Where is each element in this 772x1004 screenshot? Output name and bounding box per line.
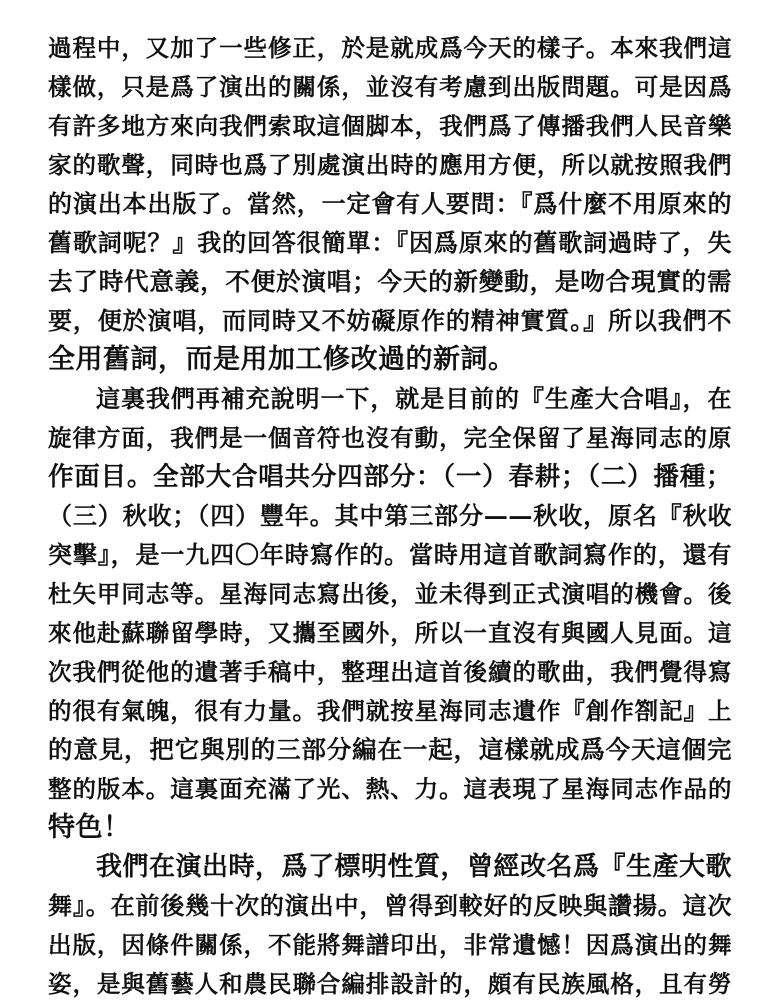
text-line: 樣做，只是爲了演出的關係，並沒有考慮到出版問題。可是因爲 [48, 73, 732, 101]
text-line: 作面目。全部大合唱共分四部分：（一）春耕；（二）播種； [48, 462, 732, 492]
text-line: 姿，是與舊藝人和農民聯合編排設計的，頗有民族風格，且有勞 [48, 970, 732, 998]
text-line: 過程中，又加了一些修正，於是就成爲今天的樣子。本來我們這 [48, 34, 732, 62]
text-line: 全用舊詞，而是用加工修改過的新詞。 [48, 344, 516, 375]
text-line: 有許多地方來向我們索取這個脚本，我們爲了傳播我們人民音樂 [48, 112, 732, 140]
text-line: 的很有氣魄，很有力量。我們就按星海同志遺作『創作劄記』上 [48, 697, 732, 725]
text-line: 來他赴蘇聯留學時，又攜至國外，所以一直沒有與國人見面。這 [48, 619, 732, 647]
text-line: 杜矢甲同志等。星海同志寫出後，並未得到正式演唱的機會。後 [48, 580, 732, 608]
text-line: 特色！ [48, 812, 131, 843]
text-line: 要，便於演唱，而同時又不妨礙原作的精神實質。』所以我們不 [48, 306, 732, 335]
text-line: 出版，因條件關係，不能將舞譜印出，非常遺憾！因爲演出的舞 [48, 931, 732, 959]
text-line: 這裏我們再補充說明一下，就是目前的『生產大合唱』，在 [96, 384, 732, 413]
text-line: 次我們從他的遺著手稿中，整理出這首後續的歌曲，我們覺得寫 [48, 658, 732, 686]
text-line: 的演出本出版了。當然，一定會有人要問：『爲什麼不用原來的 [48, 189, 732, 218]
text-line: 家的歌聲，同時也爲了別處演出時的應用方便，所以就按照我們 [48, 151, 732, 179]
text-line: 舊歌詞呢？』我的回答很簡單：『因爲原來的舊歌詞過時了，失 [48, 228, 732, 257]
text-line: 我們在演出時，爲了標明性質，曾經改名爲『生產大歌 [96, 852, 733, 882]
text-line: 整的版本。這裏面充滿了光、熱、力。這表現了星海同志作品的 [48, 775, 732, 803]
text-line: 突擊』，是一九四〇年時寫作的。當時用這首歌詞寫作的，還有 [48, 540, 732, 569]
text-line: 去了時代意義，不便於演唱；今天的新變動，是吻合現實的需 [48, 267, 732, 296]
text-line: 的意見，把它與別的三部分編在一起，這樣就成爲今天這個完 [48, 735, 732, 764]
text-line: （三）秋收；（四）豐年。其中第三部分——秋收，原名『秋收 [48, 501, 732, 530]
text-line: 旋律方面，我們是一個音符也沒有動，完全保留了星海同志的原 [48, 424, 732, 452]
text-line: 舞』。在前後幾十次的演出中，曾得到較好的反映與讚揚。這次 [48, 891, 732, 920]
